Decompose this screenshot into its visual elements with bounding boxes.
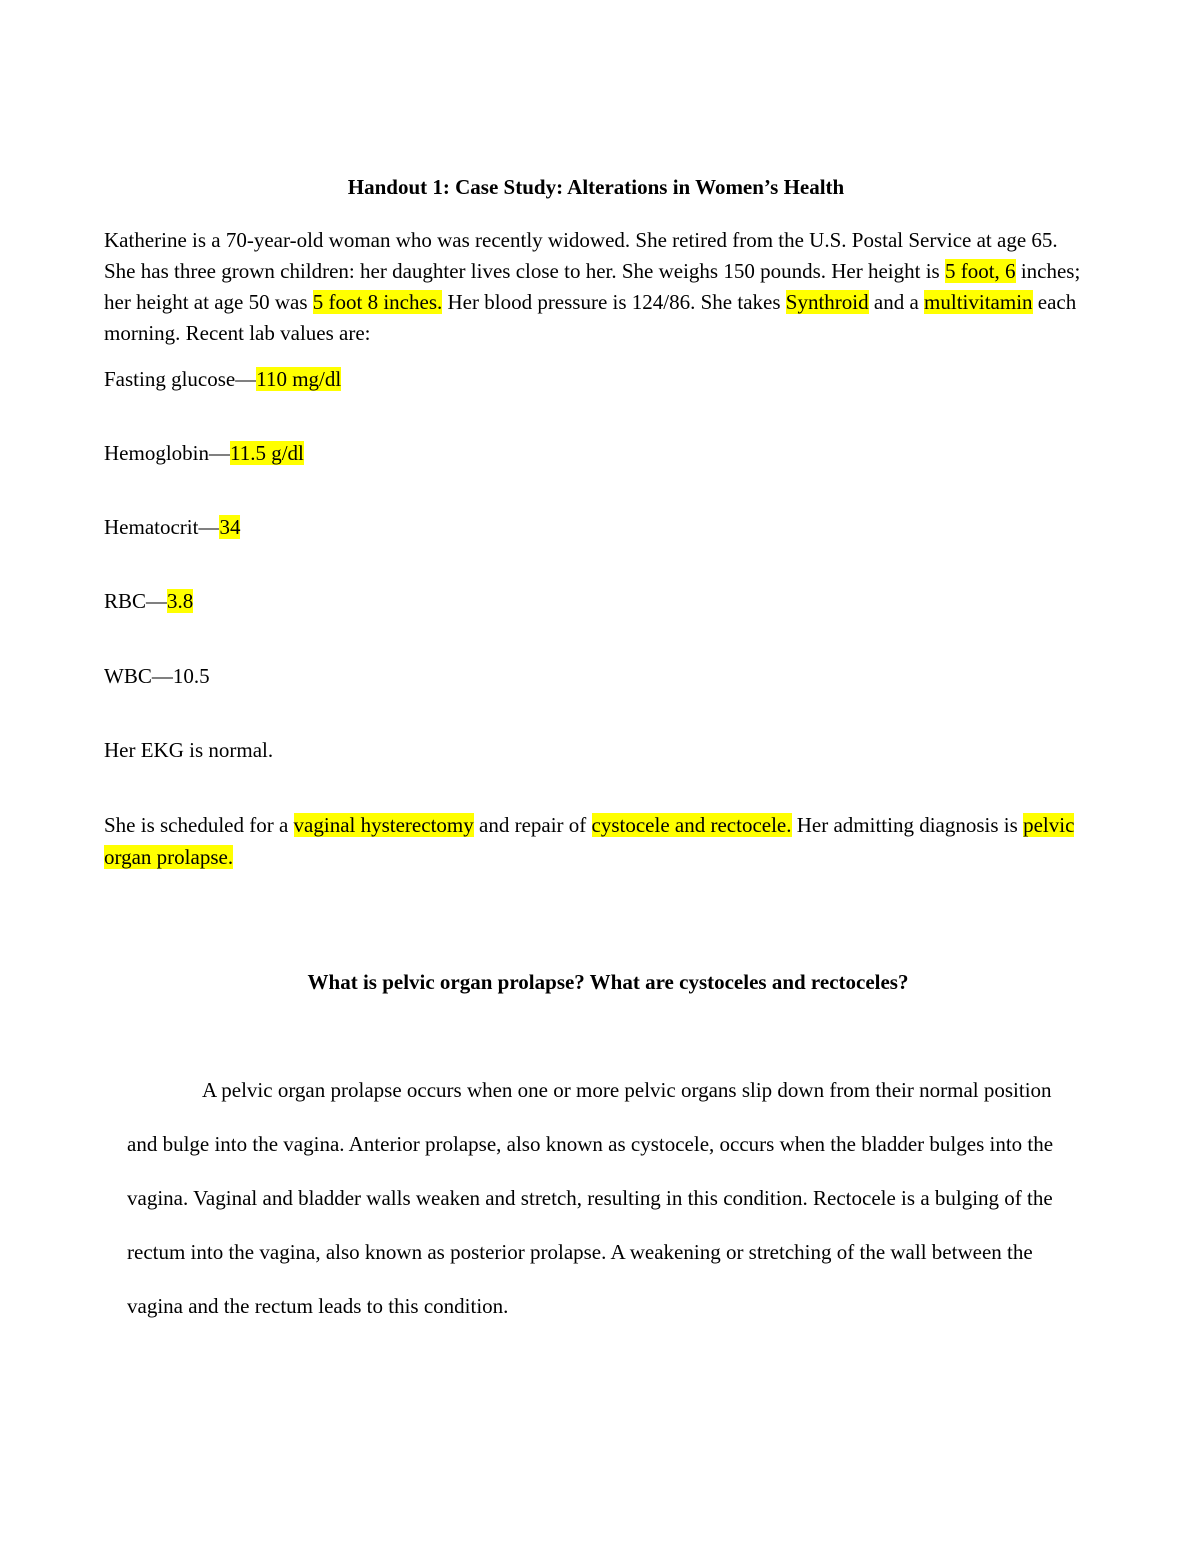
lab-rbc xyxy=(104,586,193,616)
document-title: Handout 1: Case Study: Alterations in Women’s Health xyxy=(347,175,845,199)
intro-text-5: each morning. Recent lab values are: xyxy=(104,290,1077,345)
admit-text-3: Her admitting diagnosis is xyxy=(791,813,1024,837)
highlight-procedure: vaginal hysterectomy xyxy=(293,813,474,837)
lab-value: 110 mg/dl xyxy=(256,367,342,391)
intro-paragraph xyxy=(104,225,1094,349)
lab-hematocrit xyxy=(104,512,240,542)
question-heading: What is pelvic organ prolapse? What are cystoceles and rectoceles? xyxy=(307,970,909,994)
highlight-current-height: 5 foot, 6 xyxy=(944,259,1016,283)
lab-label: Hematocrit— xyxy=(104,515,220,539)
ekg-statement: Her EKG is normal. xyxy=(104,738,274,762)
admit-text-1: She is scheduled for a xyxy=(104,813,294,837)
highlight-multivitamin: multivitamin xyxy=(924,290,1033,314)
intro-text-4: and a xyxy=(868,290,925,314)
lab-value: 3.8 xyxy=(167,589,194,613)
highlight-synthroid: Synthroid xyxy=(785,290,869,314)
highlight-repair: cystocele and rectocele. xyxy=(591,813,792,837)
highlight-past-height: 5 foot 8 inches. xyxy=(312,290,443,314)
lab-value: 11.5 g/dl xyxy=(230,441,304,465)
lab-label: WBC—10.5 xyxy=(104,664,210,688)
intro-text-3: Her blood pressure is 124/86. She takes xyxy=(442,290,786,314)
answer-paragraph: A pelvic organ prolapse occurs when one or more pelvic organs slip down from their normal position and bulge into the vagina. Anterior prolapse, also known as cystocele, occurs when the bladder bulges into the vagina. Vaginal and bladder walls weaken and stretch, resulting in this condition. Rectocele is a bulging of the rectum into the vagina, also known as posterior prolapse. A weakening or stretching of the wall between the vagina and the rectum leads to this condition. xyxy=(127,1078,1054,1318)
intro-text-2: inches; her height at age 50 was xyxy=(104,259,1081,314)
lab-label: Hemoglobin— xyxy=(104,441,230,465)
admit-text-2: and repair of xyxy=(473,813,592,837)
lab-hemoglobin xyxy=(104,438,304,468)
lab-label: RBC— xyxy=(104,589,168,613)
lab-fasting-glucose xyxy=(104,364,341,394)
lab-label: Fasting glucose— xyxy=(104,367,257,391)
lab-wbc xyxy=(104,661,210,691)
admission-paragraph xyxy=(104,809,1094,873)
lab-value: 34 xyxy=(219,515,241,539)
intro-text-1: Katherine is a 70-year-old woman who was recently widowed. She retired from the U.S. Postal Service at age 65. She has three grown children: her daughter lives close to her. She weighs 150 pounds. Her height is xyxy=(104,228,1058,283)
highlight-diagnosis: pelvic organ prolapse. xyxy=(104,813,1075,869)
